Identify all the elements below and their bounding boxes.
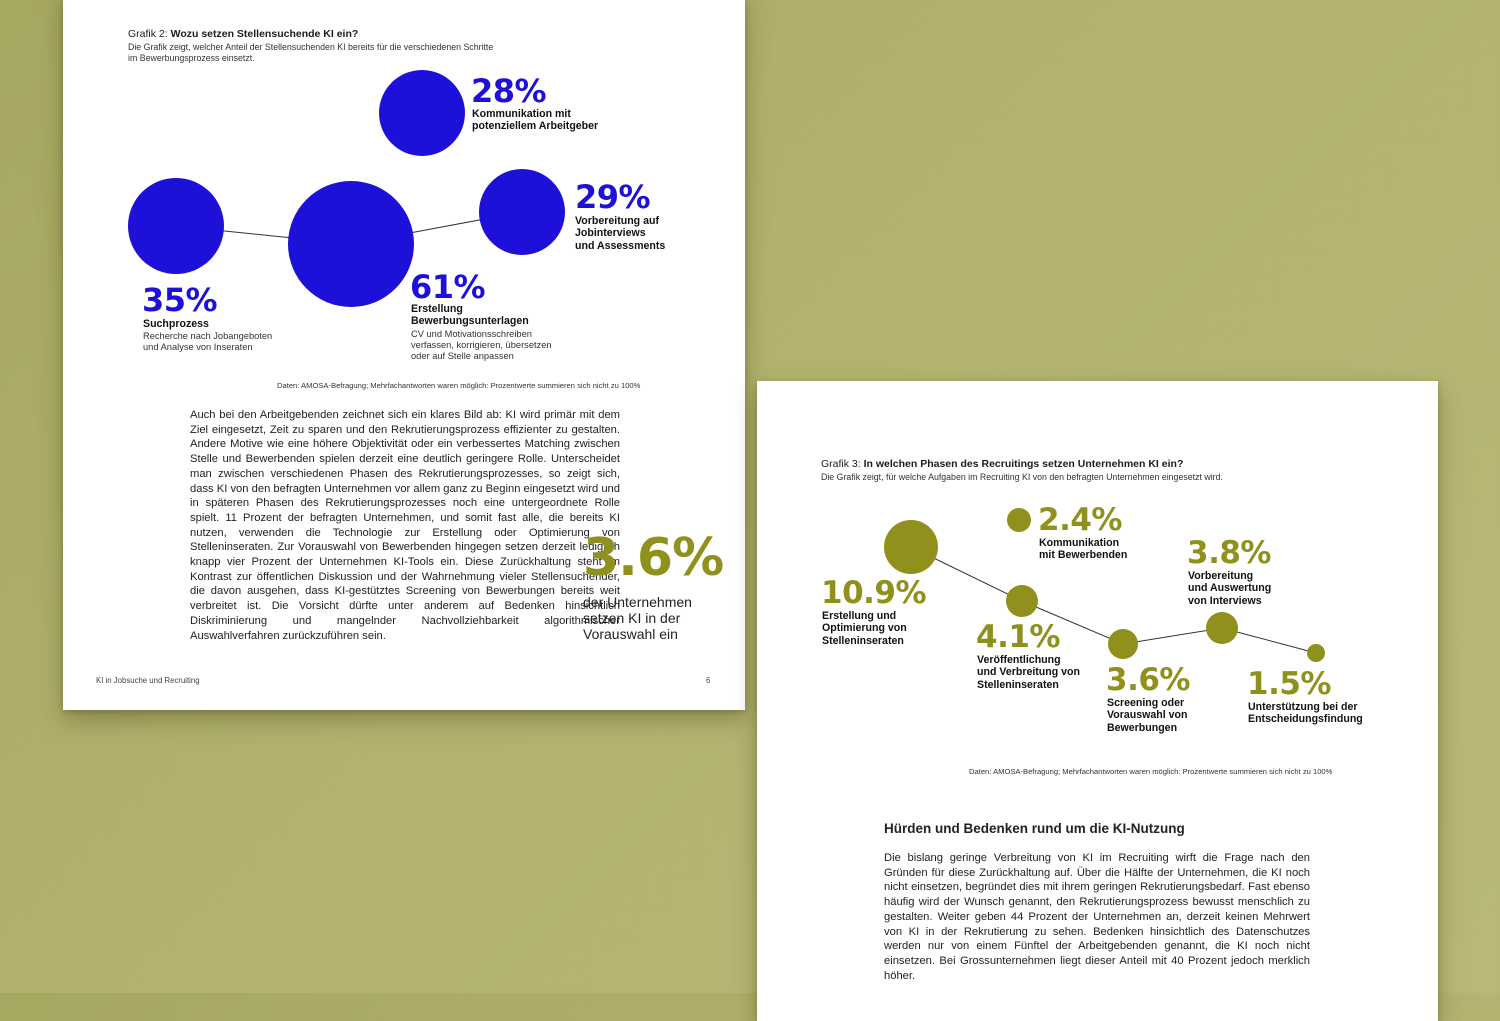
- dot-entscheidung: [1307, 644, 1325, 662]
- label-jobinterviews: Vorbereitung auf Jobinterviews und Assessments: [575, 215, 666, 252]
- caption-prefix: Grafik 3:: [821, 458, 861, 470]
- value-2-4: 2.4%: [1038, 502, 1122, 538]
- value-28: 28%: [471, 72, 547, 110]
- body-text-container: [884, 851, 1310, 991]
- highlight-text: der Unternehmen setzen KI in der Vorauswahl ein: [583, 594, 692, 642]
- value-35: 35%: [142, 281, 218, 319]
- value-29: 29%: [575, 178, 651, 216]
- footer-title: KI in Jobsuche und Recruiting: [96, 676, 200, 685]
- value-61: 61%: [410, 268, 486, 306]
- bubble-jobinterviews: [479, 169, 565, 255]
- highlight-value: 3.6%: [583, 528, 724, 588]
- caption-prefix: Grafik 2:: [128, 28, 168, 40]
- body-paragraph: Auch bei den Arbeitgebenden zeichnet sich ein klares Bild ab: KI wird primär mit dem Ziel eingesetzt, Zeit zu sparen und den Rekrutierungsprozess effizienter zu gestalten. Andere Motive wie eine höhere Objektivität oder ein verbessertes Matching zwischen Stelle und Bewerbenden spielen derzeit eine deutlich geringere Rolle. Unterscheidet man zwischen verschiedenen Phasen des Rekrutierungsprozesses, so zeigt sich, dass KI von den befragten Unternehmen vor allem ganz zu Beginn eingesetzt wird und in späteren Phasen des Rekrutierungsprozesses noch eine untergeordnete Rolle spielt. 11 Prozent der befragten Unternehmen, und somit fast alle, die bereits KI nutzen, verwenden die Technologie zur Erstellung oder Optimierung von Stelleninseraten. Zur Vorauswahl von Bewerbenden hingegen setzen derzeit lediglich knapp vier Prozent der Unternehmen KI-Tools ein. Diese Zurückhaltung steht im Kontrast zur öffentlichen Diskussion und der Wahrnehmung vieler Stellensuchender, die davon ausgehen, dass KI-gestütztes Screening von Bewerbungen bereits weit verbreitet ist. Die Vorsicht dürfte unter anderem auf Bedenken hinsichtlich Diskriminierung und mangelnder Nachvollziehbarkeit algorithmischer Auswahlverfahren zurückzuführen sein.: [190, 409, 620, 642]
- label-stelleninserate: Erstellung und Optimierung von Stelleninseraten: [822, 610, 907, 647]
- report-page-7: [757, 381, 1438, 1021]
- dot-kommunikation: [1007, 508, 1031, 532]
- bubble-suchprozess: [128, 178, 224, 274]
- body-text-container: [190, 408, 620, 658]
- label-screening: Screening oder Vorauswahl von Bewerbungen: [1107, 697, 1188, 734]
- bubble-kommunikation: [379, 70, 465, 156]
- caption-subtitle-line2: im Bewerbungsprozess einsetzt.: [128, 53, 255, 63]
- report-page-6: [63, 0, 745, 710]
- caption-title: Wozu setzen Stellensuchende KI ein?: [170, 28, 359, 40]
- sublabel-bewerbungsunterlagen: CV und Motivationsschreiben verfassen, korrigieren, übersetzen oder auf Stelle anpassen: [411, 329, 552, 361]
- dot-screening: [1108, 629, 1138, 659]
- value-3-6: 3.6%: [1106, 662, 1190, 698]
- page-number: 6: [706, 676, 711, 685]
- caption-subtitle-line1: Die Grafik zeigt, welcher Anteil der Stellensuchenden KI bereits für die verschiedenen Schritte: [128, 42, 494, 52]
- label-veroeffentlichung: Veröffentlichung und Verbreitung von Stelleninseraten: [977, 654, 1080, 691]
- dot-stelleninserate: [884, 520, 938, 574]
- value-10-9: 10.9%: [821, 575, 927, 611]
- dot-interviews: [1206, 612, 1238, 644]
- section-heading: Hürden und Bedenken rund um die KI-Nutzung: [884, 821, 1185, 836]
- value-1-5: 1.5%: [1247, 666, 1331, 702]
- label-bewerbungsunterlagen: Erstellung Bewerbungsunterlagen: [411, 303, 529, 328]
- body-paragraph: Die bislang geringe Verbreitung von KI im Recruiting wirft die Frage nach den Gründen für diese Zurückhaltung auf. Über die Hälfte der Unternehmen, die KI noch nicht einsetzen, begründet dies mit ihrem geringen Rekrutierungsbedarf. Fast ebenso häufig wird der Wunsch genannt, den Rekrutierungsprozess bewusst menschlich zu gestalten. Weiter geben 44 Prozent der Unternehmen an, derzeit keinen Mehrwert von KI in der Rekrutierung zu sehen. Bedenken hinsichtlich des Datenschutzes werden nur von einem Fünftel der Arbeitgebenden genannt, die KI noch nicht einsetzen. Bei Grossunternehmen liegt dieser Anteil mit 40 Prozent jedoch merklich höher.: [884, 852, 1310, 982]
- label-suchprozess: Suchprozess: [143, 318, 209, 330]
- label-interviews: Vorbereitung und Auswertung von Interviews: [1188, 570, 1272, 607]
- data-source-note: Daten: AMOSA-Befragung; Mehrfachantworten waren möglich: Prozentwerte summieren sich nicht zu 100%: [969, 767, 1333, 776]
- bubble-bewerbungsunterlagen: [288, 181, 414, 307]
- label-entscheidung: Unterstützung bei der Entscheidungsfindung: [1248, 701, 1363, 726]
- caption-title: In welchen Phasen des Recruitings setzen Unternehmen KI ein?: [863, 458, 1184, 470]
- label-kommunikation: Kommunikation mit Bewerbenden: [1039, 537, 1128, 562]
- value-4-1: 4.1%: [976, 619, 1060, 655]
- label-kommunikation: Kommunikation mit potenziellem Arbeitgeber: [472, 108, 599, 133]
- caption-subtitle: Die Grafik zeigt, für welche Aufgaben im Recruiting KI von den befragten Unternehmen eingesetzt wird.: [821, 472, 1223, 482]
- sublabel-suchprozess: Recherche nach Jobangeboten und Analyse von Inseraten: [143, 331, 273, 352]
- dot-veroeffentlichung: [1006, 585, 1038, 617]
- data-source-note: Daten: AMOSA-Befragung; Mehrfachantworten waren möglich: Prozentwerte summieren sich nicht zu 100%: [277, 381, 641, 390]
- value-3-8: 3.8%: [1187, 535, 1271, 571]
